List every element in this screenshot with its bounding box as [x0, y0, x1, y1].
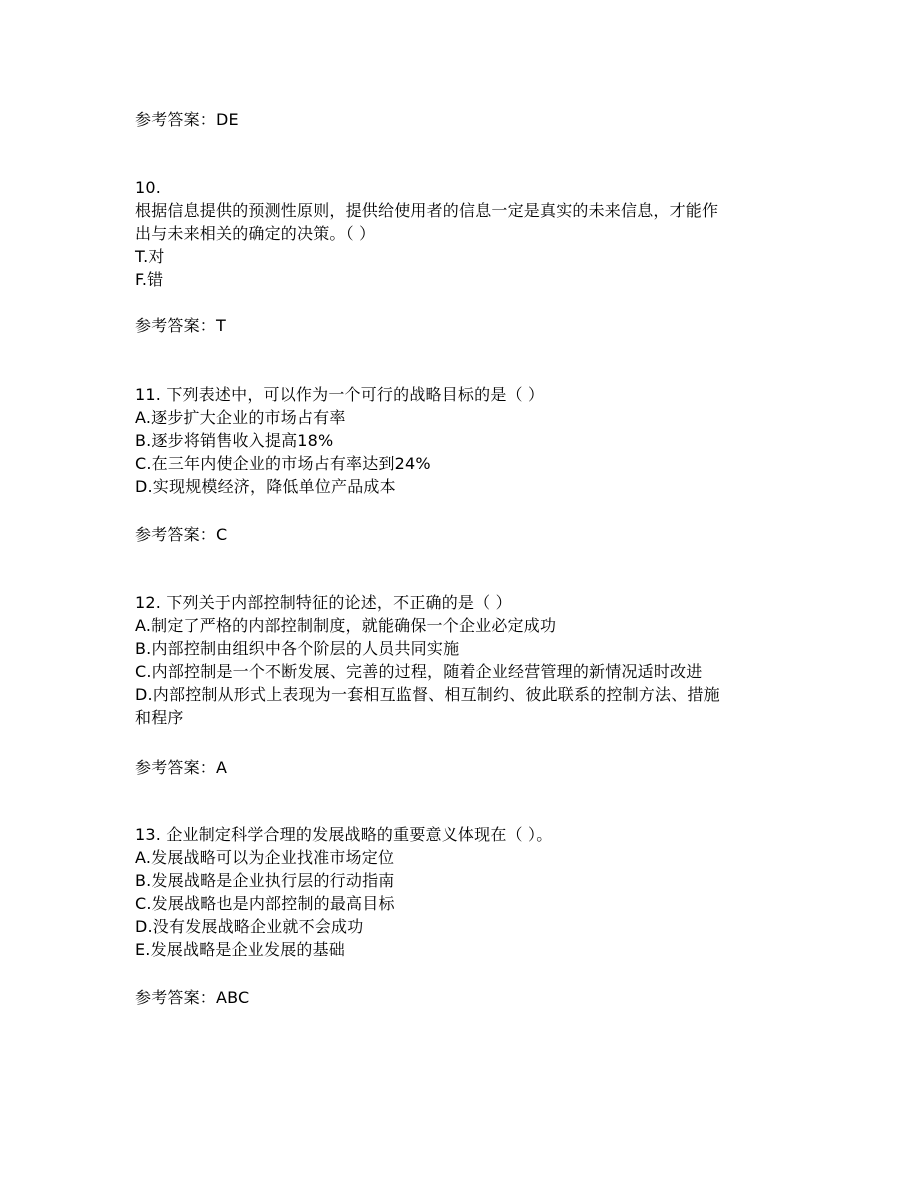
answer-prefix: 参考答案： [135, 316, 217, 335]
answer-prefix: 参考答案： [135, 110, 217, 129]
question-text: 出与未来相关的确定的决策。（ ） [135, 224, 376, 243]
option-d-continued: 和程序 [135, 708, 184, 727]
question-number: 10. [135, 178, 162, 197]
option-a: A.发展战略可以为企业找准市场定位 [135, 848, 395, 867]
question-text: 根据信息提供的预测性原则，提供给使用者的信息一定是真实的未来信息，才能作 [135, 201, 719, 220]
option-c: C.发展战略也是内部控制的最高目标 [135, 894, 395, 913]
answer-line [135, 757, 227, 779]
answer-value: C [216, 525, 228, 544]
answer-line [135, 109, 239, 131]
option-b: B.内部控制由组织中各个阶层的人员共同实施 [135, 639, 460, 658]
option-d: D.没有发展战略企业就不会成功 [135, 917, 364, 936]
option-a: A.制定了严格的内部控制制度，就能确保一个企业必定成功 [135, 616, 557, 635]
option-a: A.逐步扩大企业的市场占有率 [135, 408, 346, 427]
answer-line [135, 987, 249, 1009]
option-b: B.逐步将销售收入提高18% [135, 431, 334, 450]
answer-value: T [216, 316, 226, 335]
answer-line [135, 315, 226, 337]
option-e: E.发展战略是企业发展的基础 [135, 940, 345, 959]
answer-value: A [216, 758, 228, 777]
question-text: 11. 下列表述中，可以作为一个可行的战略目标的是（ ） [135, 385, 545, 404]
option-t: T.对 [135, 247, 165, 266]
answer-prefix: 参考答案： [135, 758, 217, 777]
option-c: C.在三年内使企业的市场占有率达到24% [135, 454, 431, 473]
option-c: C.内部控制是一个不断发展、完善的过程，随着企业经营管理的新情况适时改进 [135, 662, 703, 681]
option-f: F.错 [135, 270, 164, 289]
answer-line [135, 524, 227, 546]
answer-prefix: 参考答案： [135, 525, 217, 544]
option-d: D.实现规模经济，降低单位产品成本 [135, 477, 396, 496]
option-b: B.发展战略是企业执行层的行动指南 [135, 871, 395, 890]
answer-prefix: 参考答案： [135, 988, 217, 1007]
answer-value: DE [216, 110, 239, 129]
answer-value: ABC [216, 988, 250, 1007]
question-text: 13. 企业制定科学合理的发展战略的重要意义体现在（ ）。 [135, 825, 553, 844]
option-d: D.内部控制从形式上表现为一套相互监督、相互制约、彼此联系的控制方法、措施 [135, 685, 720, 704]
question-text: 12. 下列关于内部控制特征的论述，不正确的是（ ） [135, 593, 512, 612]
